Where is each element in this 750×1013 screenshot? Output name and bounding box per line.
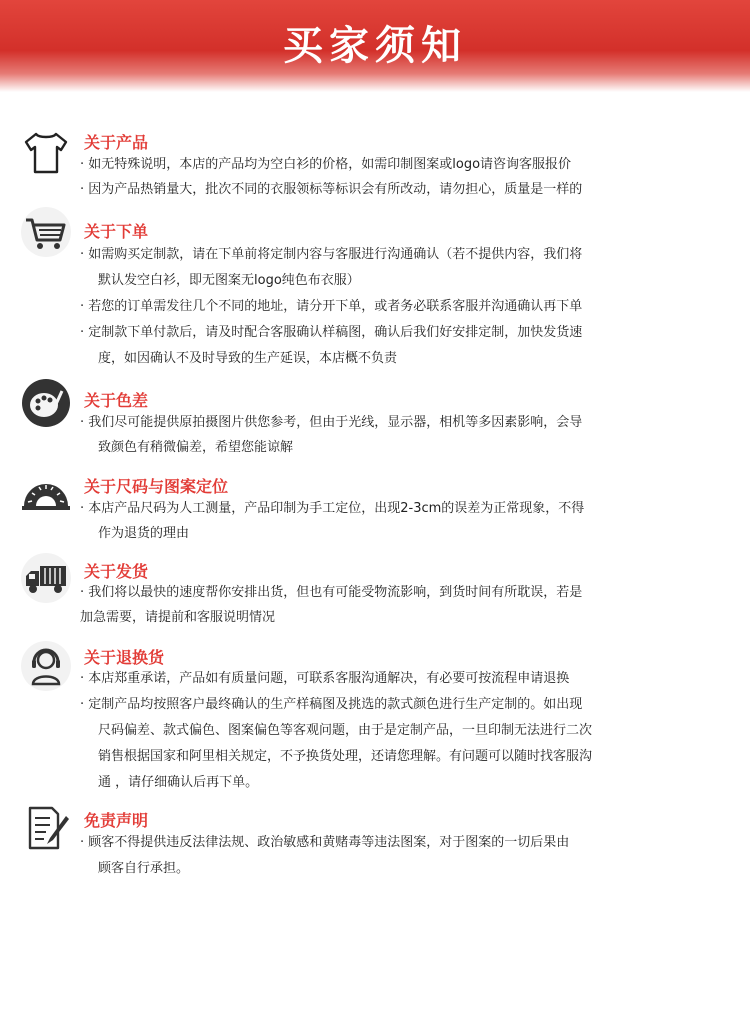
- text-line: · 若您的订单需发往几个不同的地址，请分开下单，或者务必联系客服并沟通确认再下单: [80, 299, 583, 314]
- page-title: 买家须知: [283, 23, 467, 69]
- text-line: · 如无特殊说明，本店的产品均为空白衫的价格，如需印制图案或logo请咨询客服报价: [80, 157, 572, 172]
- text-line: · 顾客不得提供违反法律法规、政治敏感和黄赌毒等违法图案，对于图案的一切后果由: [80, 835, 570, 850]
- text-line: 致颜色有稍微偏差，希望您能谅解: [98, 440, 294, 455]
- text-line: · 定制产品均按照客户最终确认的生产样稿图及挑选的款式颜色进行生产定制的。如出现: [80, 697, 583, 712]
- text-line: · 定制款下单付款后，请及时配合客服确认样稿图，确认后我们好安排定制，加快发货速: [80, 325, 583, 340]
- text-line: · 我们将以最快的速度帮你安排出货，但也有可能受物流影响，到货时间有所耽误，若是: [80, 585, 583, 600]
- section-title: 关于退换货: [84, 648, 165, 667]
- section-title: 关于发货: [84, 562, 149, 581]
- section-title: 关于产品: [84, 133, 149, 152]
- tshirt-icon: [20, 126, 72, 178]
- text-line: · 我们尽可能提供原拍摄图片供您参考，但由于光线，显示器，相机等多因素影响，会导: [80, 415, 583, 430]
- text-line: · 本店郑重承诺，产品如有质量问题，可联系客服沟通解决，有必要可按流程申请退换: [80, 671, 570, 686]
- text-line: · 本店产品尺码为人工测量，产品印制为手工定位，出现2-3cm的误差为正常现象，不得: [80, 501, 585, 516]
- header-banner: [0, 0, 750, 92]
- text-line: 通 ，请仔细确认后再下单。: [98, 775, 259, 790]
- section-title: 关于下单: [84, 222, 149, 241]
- palette-icon: [20, 377, 72, 429]
- section-title: 关于色差: [84, 391, 149, 410]
- text-line: 销售根据国家和阿里相关规定，不予换货处理，还请您理解。有问题可以随时找客服沟: [98, 749, 593, 764]
- delivery-truck-icon: [20, 552, 72, 604]
- protractor-icon: [20, 466, 72, 518]
- text-line: 加急需要，请提前和客服说明情况: [80, 610, 276, 625]
- document-pen-icon: [20, 802, 72, 854]
- shopping-cart-icon: [20, 206, 72, 258]
- text-line: 尺码偏差、款式偏色、图案偏色等客观问题，由于是定制产品，一旦印制无法进行二次: [98, 723, 593, 738]
- section-title: 关于尺码与图案定位: [84, 477, 229, 496]
- text-line: 顾客自行承担。: [98, 861, 190, 876]
- text-line: 度，如因确认不及时导致的生产延误，本店概不负责: [98, 351, 398, 366]
- text-line: · 如需购买定制款，请在下单前将定制内容与客服进行沟通确认（若不提供内容，我们将: [80, 247, 583, 262]
- text-line: 作为退货的理由: [98, 526, 190, 541]
- section-title: 免责声明: [84, 811, 149, 830]
- customer-service-icon: [20, 640, 72, 692]
- text-line: 默认发空白衫，即无图案无logo纯色布衣服）: [98, 273, 360, 288]
- text-line: · 因为产品热销量大，批次不同的衣服领标等标识会有所改动，请勿担心，质量是一样的: [80, 182, 583, 197]
